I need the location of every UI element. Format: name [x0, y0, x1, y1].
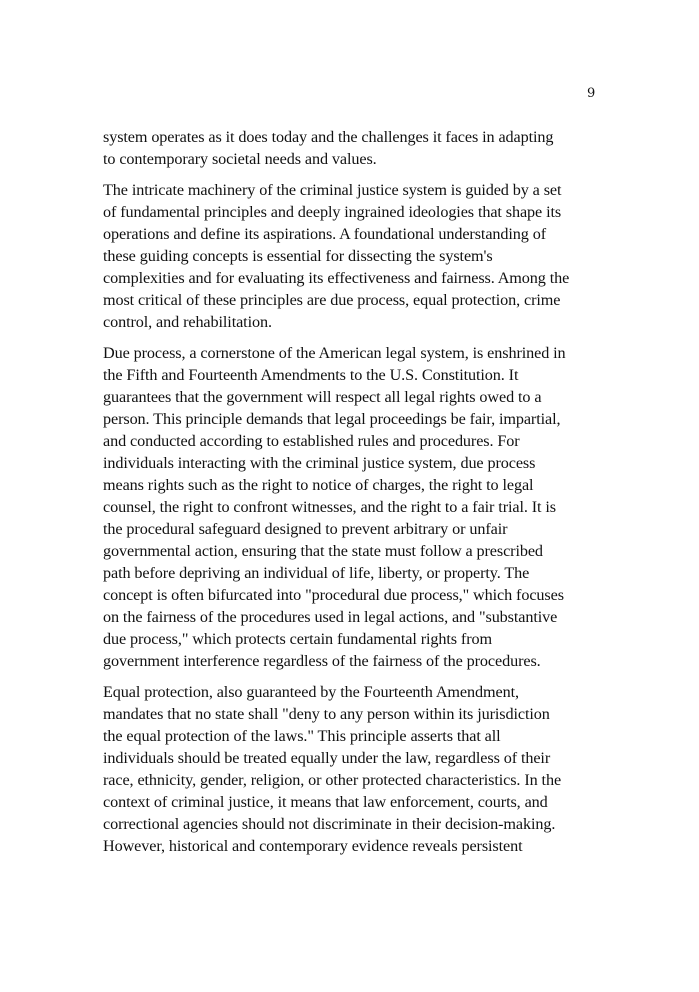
- paragraph: [103, 681, 603, 857]
- text-line: Due process, a cornerstone of the American legal system, is enshrined in: [103, 344, 566, 362]
- text-line: Equal protection, also guaranteed by the Fourteenth Amendment,: [103, 683, 519, 701]
- text-line: context of criminal justice, it means that law enforcement, courts, and: [103, 793, 548, 811]
- text-line: race, ethnicity, gender, religion, or other protected characteristics. In the: [103, 771, 562, 789]
- text-line: the procedural safeguard designed to prevent arbitrary or unfair: [103, 520, 508, 538]
- text-line: the equal protection of the laws." This principle asserts that all: [103, 727, 501, 745]
- text-line: operations and define its aspirations. A foundational understanding of: [103, 225, 547, 243]
- text-line: and conducted according to established rules and procedures. For: [103, 432, 520, 450]
- paragraph: [103, 126, 603, 170]
- text-line: system operates as it does today and the challenges it faces in adapting: [103, 128, 554, 146]
- paragraph: [103, 179, 603, 333]
- paragraph: [103, 342, 603, 672]
- text-line: of fundamental principles and deeply ingrained ideologies that shape its: [103, 203, 562, 221]
- text-line: guarantees that the government will respect all legal rights owed to a: [103, 388, 542, 406]
- body-text: [103, 126, 603, 866]
- text-line: due process," which protects certain fundamental rights from: [103, 630, 492, 648]
- text-line: these guiding concepts is essential for dissecting the system's: [103, 247, 493, 265]
- text-line: path before depriving an individual of life, liberty, or property. The: [103, 564, 530, 582]
- text-line: on the fairness of the procedures used in legal actions, and "substantive: [103, 608, 558, 626]
- text-line: means rights such as the right to notice of charges, the right to legal: [103, 476, 534, 494]
- text-line: individuals should be treated equally under the law, regardless of their: [103, 749, 551, 767]
- text-line: person. This principle demands that legal proceedings be fair, impartial,: [103, 410, 561, 428]
- text-line: control, and rehabilitation.: [103, 313, 272, 331]
- text-line: governmental action, ensuring that the state must follow a prescribed: [103, 542, 543, 560]
- text-line: government interference regardless of the fairness of the procedures.: [103, 652, 541, 670]
- text-line: to contemporary societal needs and values.: [103, 150, 377, 168]
- text-line: mandates that no state shall "deny to any person within its jurisdiction: [103, 705, 550, 723]
- text-line: However, historical and contemporary evidence reveals persistent: [103, 837, 523, 855]
- text-line: the Fifth and Fourteenth Amendments to the U.S. Constitution. It: [103, 366, 519, 384]
- text-line: complexities and for evaluating its effectiveness and fairness. Among the: [103, 269, 570, 287]
- text-line: correctional agencies should not discriminate in their decision-making.: [103, 815, 556, 833]
- text-line: individuals interacting with the criminal justice system, due process: [103, 454, 536, 472]
- text-line: most critical of these principles are due process, equal protection, crime: [103, 291, 561, 309]
- text-line: concept is often bifurcated into "procedural due process," which focuses: [103, 586, 564, 604]
- text-line: The intricate machinery of the criminal justice system is guided by a set: [103, 181, 562, 199]
- text-line: counsel, the right to confront witnesses, and the right to a fair trial. It is: [103, 498, 556, 516]
- page-number: 9: [587, 86, 596, 101]
